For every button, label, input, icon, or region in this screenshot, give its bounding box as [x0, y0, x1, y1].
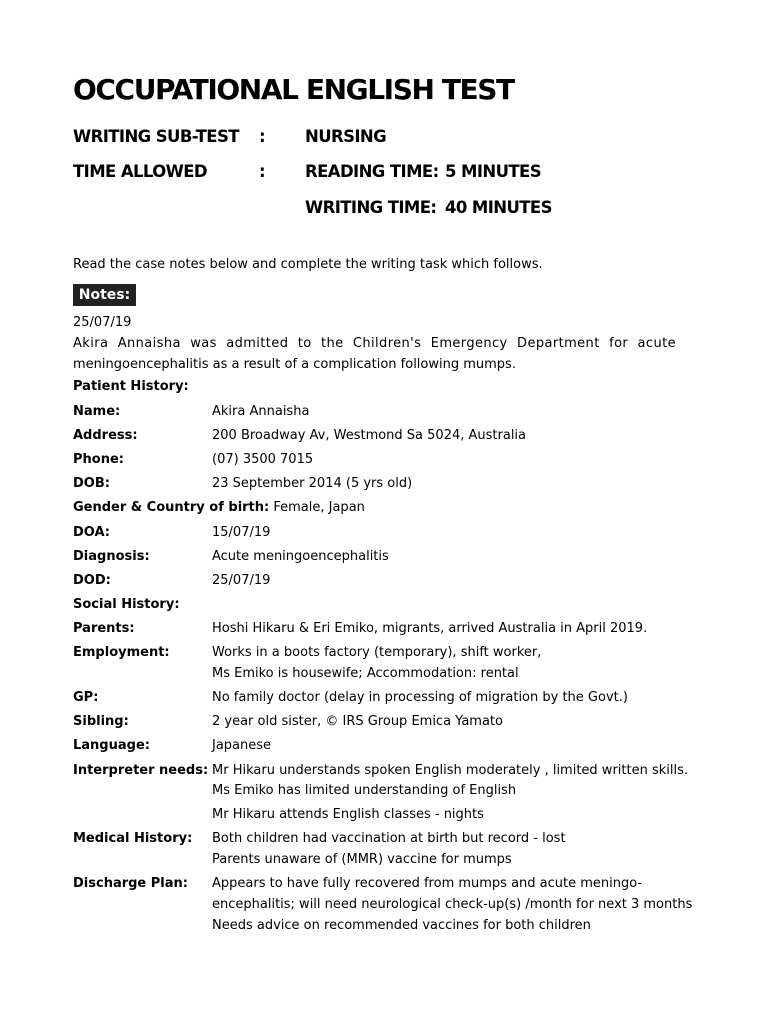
time-allowed-label: TIME ALLOWED — [73, 162, 208, 181]
gender-country-label: Gender & Country of birth: — [73, 500, 270, 515]
address-label: Address: — [73, 428, 138, 443]
notes-date: 25/07/19 — [73, 315, 132, 330]
subtest-label: WRITING SUB-TEST — [73, 127, 239, 146]
dob-value: 23 September 2014 (5 yrs old) — [212, 476, 413, 491]
discharge-plan-value-3: Needs advice on recommended vaccines for both children — [212, 918, 591, 933]
dod-label: DOD: — [73, 573, 111, 588]
dob-label: DOB: — [73, 476, 110, 491]
gender-country-value: Female, Japan — [269, 500, 365, 515]
discharge-plan-label: Discharge Plan: — [73, 876, 188, 891]
page-title: OCCUPATIONAL ENGLISH TEST — [73, 73, 514, 106]
subtest-colon: : — [259, 127, 265, 146]
interpreter-value-2: Ms Emiko has limited understanding of English — [212, 783, 517, 798]
sibling-value: 2 year old sister, © IRS Group Emica Yamato — [212, 714, 503, 729]
parents-label: Parents: — [73, 621, 135, 636]
doa-label: DOA: — [73, 525, 110, 540]
name-value: Akira Annaisha — [212, 404, 310, 419]
social-history-heading: Social History: — [73, 597, 180, 612]
reading-time-label: READING TIME: — [305, 162, 439, 181]
diagnosis-label: Diagnosis: — [73, 549, 150, 564]
medical-history-value-1: Both children had vaccination at birth but record - lost — [212, 831, 566, 846]
writing-time-label: WRITING TIME: — [305, 198, 437, 217]
gp-value: No family doctor (delay in processing of migration by the Govt.) — [212, 690, 628, 705]
admission-line-1: Akira Annaisha was admitted to the Children's Emergency Department for acute — [73, 336, 676, 351]
language-value: Japanese — [212, 738, 272, 753]
discharge-plan-value-2: encephalitis; will need neurological check-up(s) /month for next 3 months — [212, 897, 693, 912]
instructions-text: Read the case notes below and complete the writing task which follows. — [73, 257, 543, 272]
patient-history-heading: Patient History: — [73, 379, 189, 394]
admission-summary — [73, 333, 676, 375]
address-value: 200 Broadway Av, Westmond Sa 5024, Australia — [212, 428, 527, 443]
medical-history-value-2: Parents unaware of (MMR) vaccine for mumps — [212, 852, 512, 867]
dod-value: 25/07/19 — [212, 573, 271, 588]
reading-time-value: 5 MINUTES — [445, 162, 542, 181]
interpreter-label: Interpreter needs: — [73, 763, 209, 778]
sibling-label: Sibling: — [73, 714, 129, 729]
interpreter-value-3: Mr Hikaru attends English classes - nights — [212, 807, 484, 822]
medical-history-label: Medical History: — [73, 831, 193, 846]
language-label: Language: — [73, 738, 150, 753]
discharge-plan-value-1: Appears to have fully recovered from mumps and acute meningo- — [212, 876, 643, 891]
employment-label: Employment: — [73, 645, 170, 660]
notes-label: Notes: — [73, 284, 136, 306]
subtest-value: NURSING — [305, 127, 387, 146]
admission-line-2: meningoencephalitis as a result of a complication following mumps. — [73, 357, 516, 372]
phone-value: (07) 3500 7015 — [212, 452, 314, 467]
gp-label: GP: — [73, 690, 99, 705]
doa-value: 15/07/19 — [212, 525, 271, 540]
name-label: Name: — [73, 404, 121, 419]
gender-country-row — [73, 499, 365, 517]
interpreter-value-1: Mr Hikaru understands spoken English moderately , limited written skills. — [212, 763, 689, 778]
time-allowed-colon: : — [259, 162, 265, 181]
employment-value-1: Works in a boots factory (temporary), shift worker, — [212, 645, 542, 660]
diagnosis-value: Acute meningoencephalitis — [212, 549, 389, 564]
employment-value-2: Ms Emiko is housewife; Accommodation: rental — [212, 666, 519, 681]
writing-time-value: 40 MINUTES — [445, 198, 552, 217]
phone-label: Phone: — [73, 452, 124, 467]
parents-value: Hoshi Hikaru & Eri Emiko, migrants, arrived Australia in April 2019. — [212, 621, 648, 636]
